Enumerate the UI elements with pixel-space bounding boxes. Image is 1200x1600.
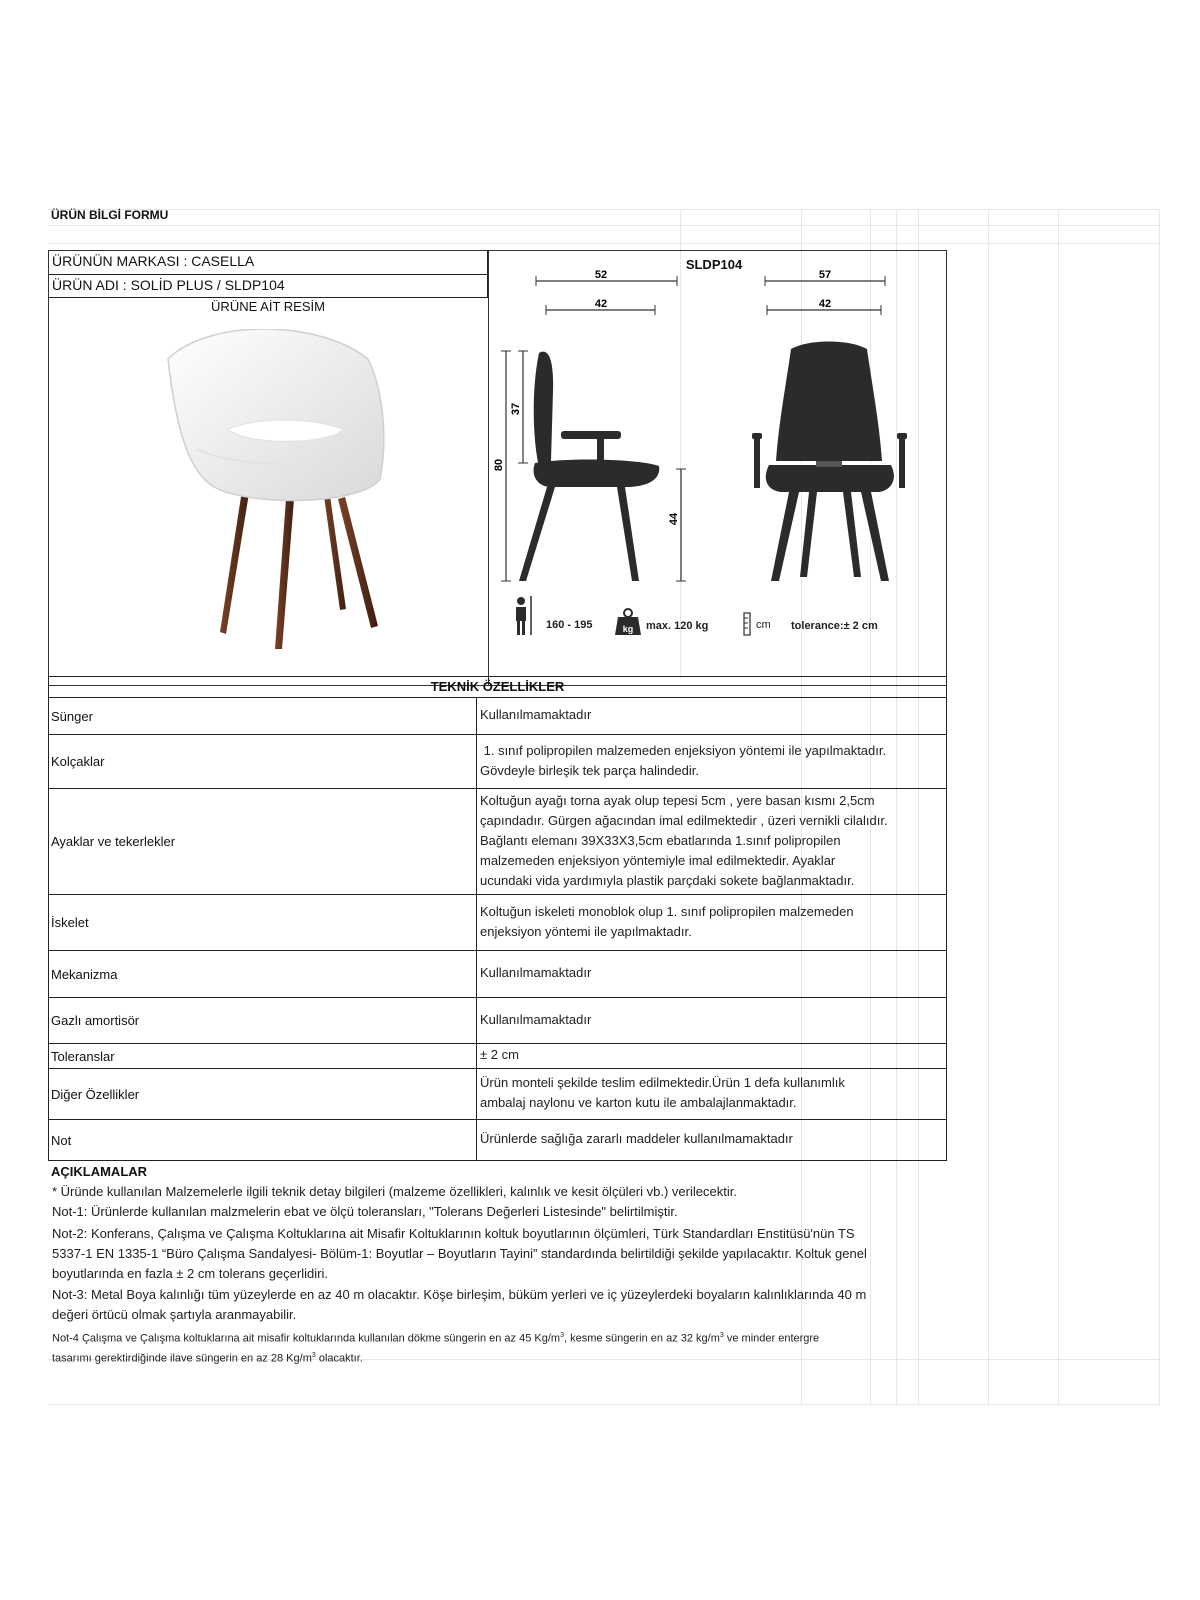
technical-drawing: [489, 251, 946, 685]
spec-value-line: Koltuğun ayağı torna ayak olup tepesi 5cm , yere basan kısmı 2,5cm: [480, 793, 875, 808]
user-height: 160 - 195: [546, 619, 593, 631]
spec-label: İskelet: [51, 915, 89, 930]
dim-side-seat: 42: [594, 298, 608, 310]
kg-label: kg: [622, 624, 634, 634]
spec-value-line: ambalaj naylonu ve karton kutu ile ambalajlanmaktadır.: [480, 1095, 797, 1110]
weight-icon: [615, 609, 641, 635]
column-divider: [476, 1119, 477, 1161]
note-4-text-b: , kesme süngerin en az 32 kg/m: [563, 1332, 720, 1345]
spec-row: [48, 1068, 947, 1120]
spec-label: Sünger: [51, 708, 93, 724]
spec-value: [480, 902, 942, 942]
note-4-text-c: ve minder entergre: [723, 1332, 820, 1345]
person-icon: [516, 596, 531, 635]
column-divider: [476, 1068, 477, 1120]
spec-value-line: çapındadır. Gürgen ağacından imal edilmektedir , üzeri vernikli cilalıdır.: [480, 813, 888, 828]
brand-line: ÜRÜNÜN MARKASI : CASELLA: [52, 253, 255, 269]
spec-value-line: Bağlantı elemanı 39X33X3,5cm ebatlarında 1.sınıf polipropilen: [480, 833, 841, 848]
tolerance-label: tolerance:± 2 cm: [791, 620, 878, 632]
superscript: 3: [719, 1332, 724, 1339]
grid-line: [1159, 209, 1160, 1405]
spec-value-line: enjeksiyon yöntemi ile yapılmaktadır.: [480, 924, 692, 939]
chair-legs: [220, 484, 378, 649]
drawing-code: SLDP104: [685, 257, 743, 272]
spec-value-line: ± 2 cm: [480, 1047, 519, 1062]
spec-value: [480, 1010, 942, 1030]
grid-line: [48, 243, 1160, 244]
chair-photo: [148, 329, 408, 659]
note-4-text-e: olacaktır.: [315, 1352, 363, 1365]
column-divider: [476, 997, 477, 1044]
spec-row: [48, 1043, 947, 1069]
column-divider: [476, 1043, 477, 1069]
spec-value: [480, 741, 942, 781]
spec-row: [48, 788, 947, 895]
column-divider: [476, 894, 477, 951]
dim-side-top: 52: [594, 269, 608, 281]
spreadsheet-form: [48, 209, 1160, 1405]
superscript: 3: [311, 1352, 316, 1359]
note-2-line-3: boyutlarında en fazla ± 2 cm tolerans geçerlidiri.: [52, 1266, 328, 1281]
note-4-line-2: [52, 1345, 952, 1370]
spec-value: [480, 1073, 942, 1113]
spec-value-line: Kullanılmamaktadır: [480, 965, 592, 980]
spec-label: Toleranslar: [51, 1048, 115, 1064]
unit-label: cm: [756, 619, 771, 631]
note-2-line-2: 5337-1 EN 1335-1 “Büro Çalışma Sandalyesi- Bölüm-1: Boyutlar – Boyutların Tayini” standardında belirtildiği şekilde yapılacaktır. Koltuk genel: [52, 1246, 867, 1261]
note-1: Not-1: Ürünlerde kullanılan malzmelerin ebat ve ölçü toleransları, "Tolerans Değerleri Listesinde" belirtilmiştir.: [52, 1204, 678, 1219]
spec-value: [480, 791, 942, 891]
column-divider: [476, 788, 477, 895]
column-divider: [476, 697, 477, 735]
dim-total-height: 80: [493, 458, 505, 472]
note-star: * Üründe kullanılan Malzemelerle ilgili teknik detay bilgileri (malzeme özellikleri, kalınlık ve kesit ölçüleri vb.) verilecektir.: [52, 1184, 737, 1199]
spec-value: [480, 705, 942, 725]
spec-row: [48, 997, 947, 1044]
dim-front-seat: 42: [818, 298, 832, 310]
specs-title: TEKNİK ÖZELLİKLER: [48, 676, 947, 698]
spec-value-line: 1. sınıf polipropilen malzemeden enjeksiyon yöntemi ile yapılmaktadır.: [480, 743, 887, 758]
spec-row: [48, 1119, 947, 1161]
max-load: max. 120 kg: [646, 620, 709, 632]
column-divider: [476, 734, 477, 789]
spec-label: Diğer Özellikler: [51, 1086, 140, 1102]
grid-line: [988, 209, 989, 1405]
column-divider: [476, 950, 477, 998]
grid-line: [48, 209, 1160, 210]
grid-line: [1058, 209, 1059, 1405]
note-4-text-a: Not-4 Çalışma ve Çalışma koltuklarına ait misafir koltuklarında kullanılan dökme süngerin en az 45 Kg/m: [52, 1332, 561, 1345]
spec-value: [480, 1045, 942, 1065]
form-title: ÜRÜN BİLGİ FORMU: [51, 208, 169, 222]
spec-value-line: Gövdeyle birleşik tek parça halindedir.: [480, 763, 699, 778]
spec-row: [48, 894, 947, 951]
spec-value-line: Kullanılmamaktadır: [480, 707, 592, 722]
spec-label: Kolçaklar: [51, 754, 105, 769]
spec-row: [48, 697, 947, 735]
spec-label: Gazlı amortisör: [51, 1013, 140, 1028]
spec-value: [480, 963, 942, 983]
spec-value-line: ucundaki vida yardımıyla plastik parçdaki sokete bağlanmaktadır.: [480, 873, 855, 888]
chair-shell: [168, 329, 384, 500]
note-3-line-1: Not-3: Metal Boya kalınlığı tüm yüzeylerde en az 40 m olacaktır. Köşe birleşim, büküm yerleri ve iç yüzeylerdeki boyaların kalınlıklarında 40 m: [52, 1287, 867, 1302]
spec-value-line: Koltuğun iskeleti monoblok olup 1. sınıf polipropilen malzemeden: [480, 904, 854, 919]
spec-label: Not: [51, 1132, 72, 1148]
spec-value-line: Ürünlerde sağlığa zararlı maddeler kullanılmamaktadır: [480, 1131, 793, 1146]
spec-row: [48, 734, 947, 789]
spec-value-line: Ürün monteli şekilde teslim edilmektedir.Ürün 1 defa kullanımlık: [480, 1075, 845, 1090]
spec-label: Mekanizma: [51, 966, 118, 982]
notes-title: AÇIKLAMALAR: [51, 1164, 148, 1179]
note-4-text-d: tasarımı gerektirdiğinde ilave süngerin en az 28 Kg/m: [52, 1352, 312, 1365]
superscript: 3: [560, 1332, 564, 1339]
spec-label: Ayaklar ve tekerlekler: [51, 834, 176, 849]
dim-back-height: 37: [510, 402, 522, 416]
name-line: ÜRÜN ADI : SOLİD PLUS / SLDP104: [52, 277, 285, 293]
dim-seat-height: 44: [668, 512, 680, 526]
spec-value-line: Kullanılmamaktadır: [480, 1012, 592, 1027]
note-3-line-2: değeri örtücü olmak şartıyla aranmayabilir.: [52, 1307, 297, 1322]
ruler-icon: [744, 613, 750, 635]
spec-row: [48, 950, 947, 998]
grid-line: [48, 1404, 1160, 1405]
front-view-chair: [752, 342, 907, 582]
image-caption: ÜRÜNE AİT RESİM: [211, 299, 325, 314]
side-view-chair: [519, 352, 659, 581]
grid-line: [48, 225, 1160, 226]
dim-front-top: 57: [818, 269, 832, 281]
spec-value-line: malzemeden enjeksiyon yöntemiyle imal edilmektedir. Ayaklar: [480, 853, 836, 868]
spec-value: [480, 1129, 942, 1149]
note-2-line-1: Not-2: Konferans, Çalışma ve Çalışma Koltuklarına ait Misafir Koltuklarının koltuk boyutlarının ölçümleri, Türk Standardları Enstitüsü'nün TS: [52, 1226, 855, 1241]
